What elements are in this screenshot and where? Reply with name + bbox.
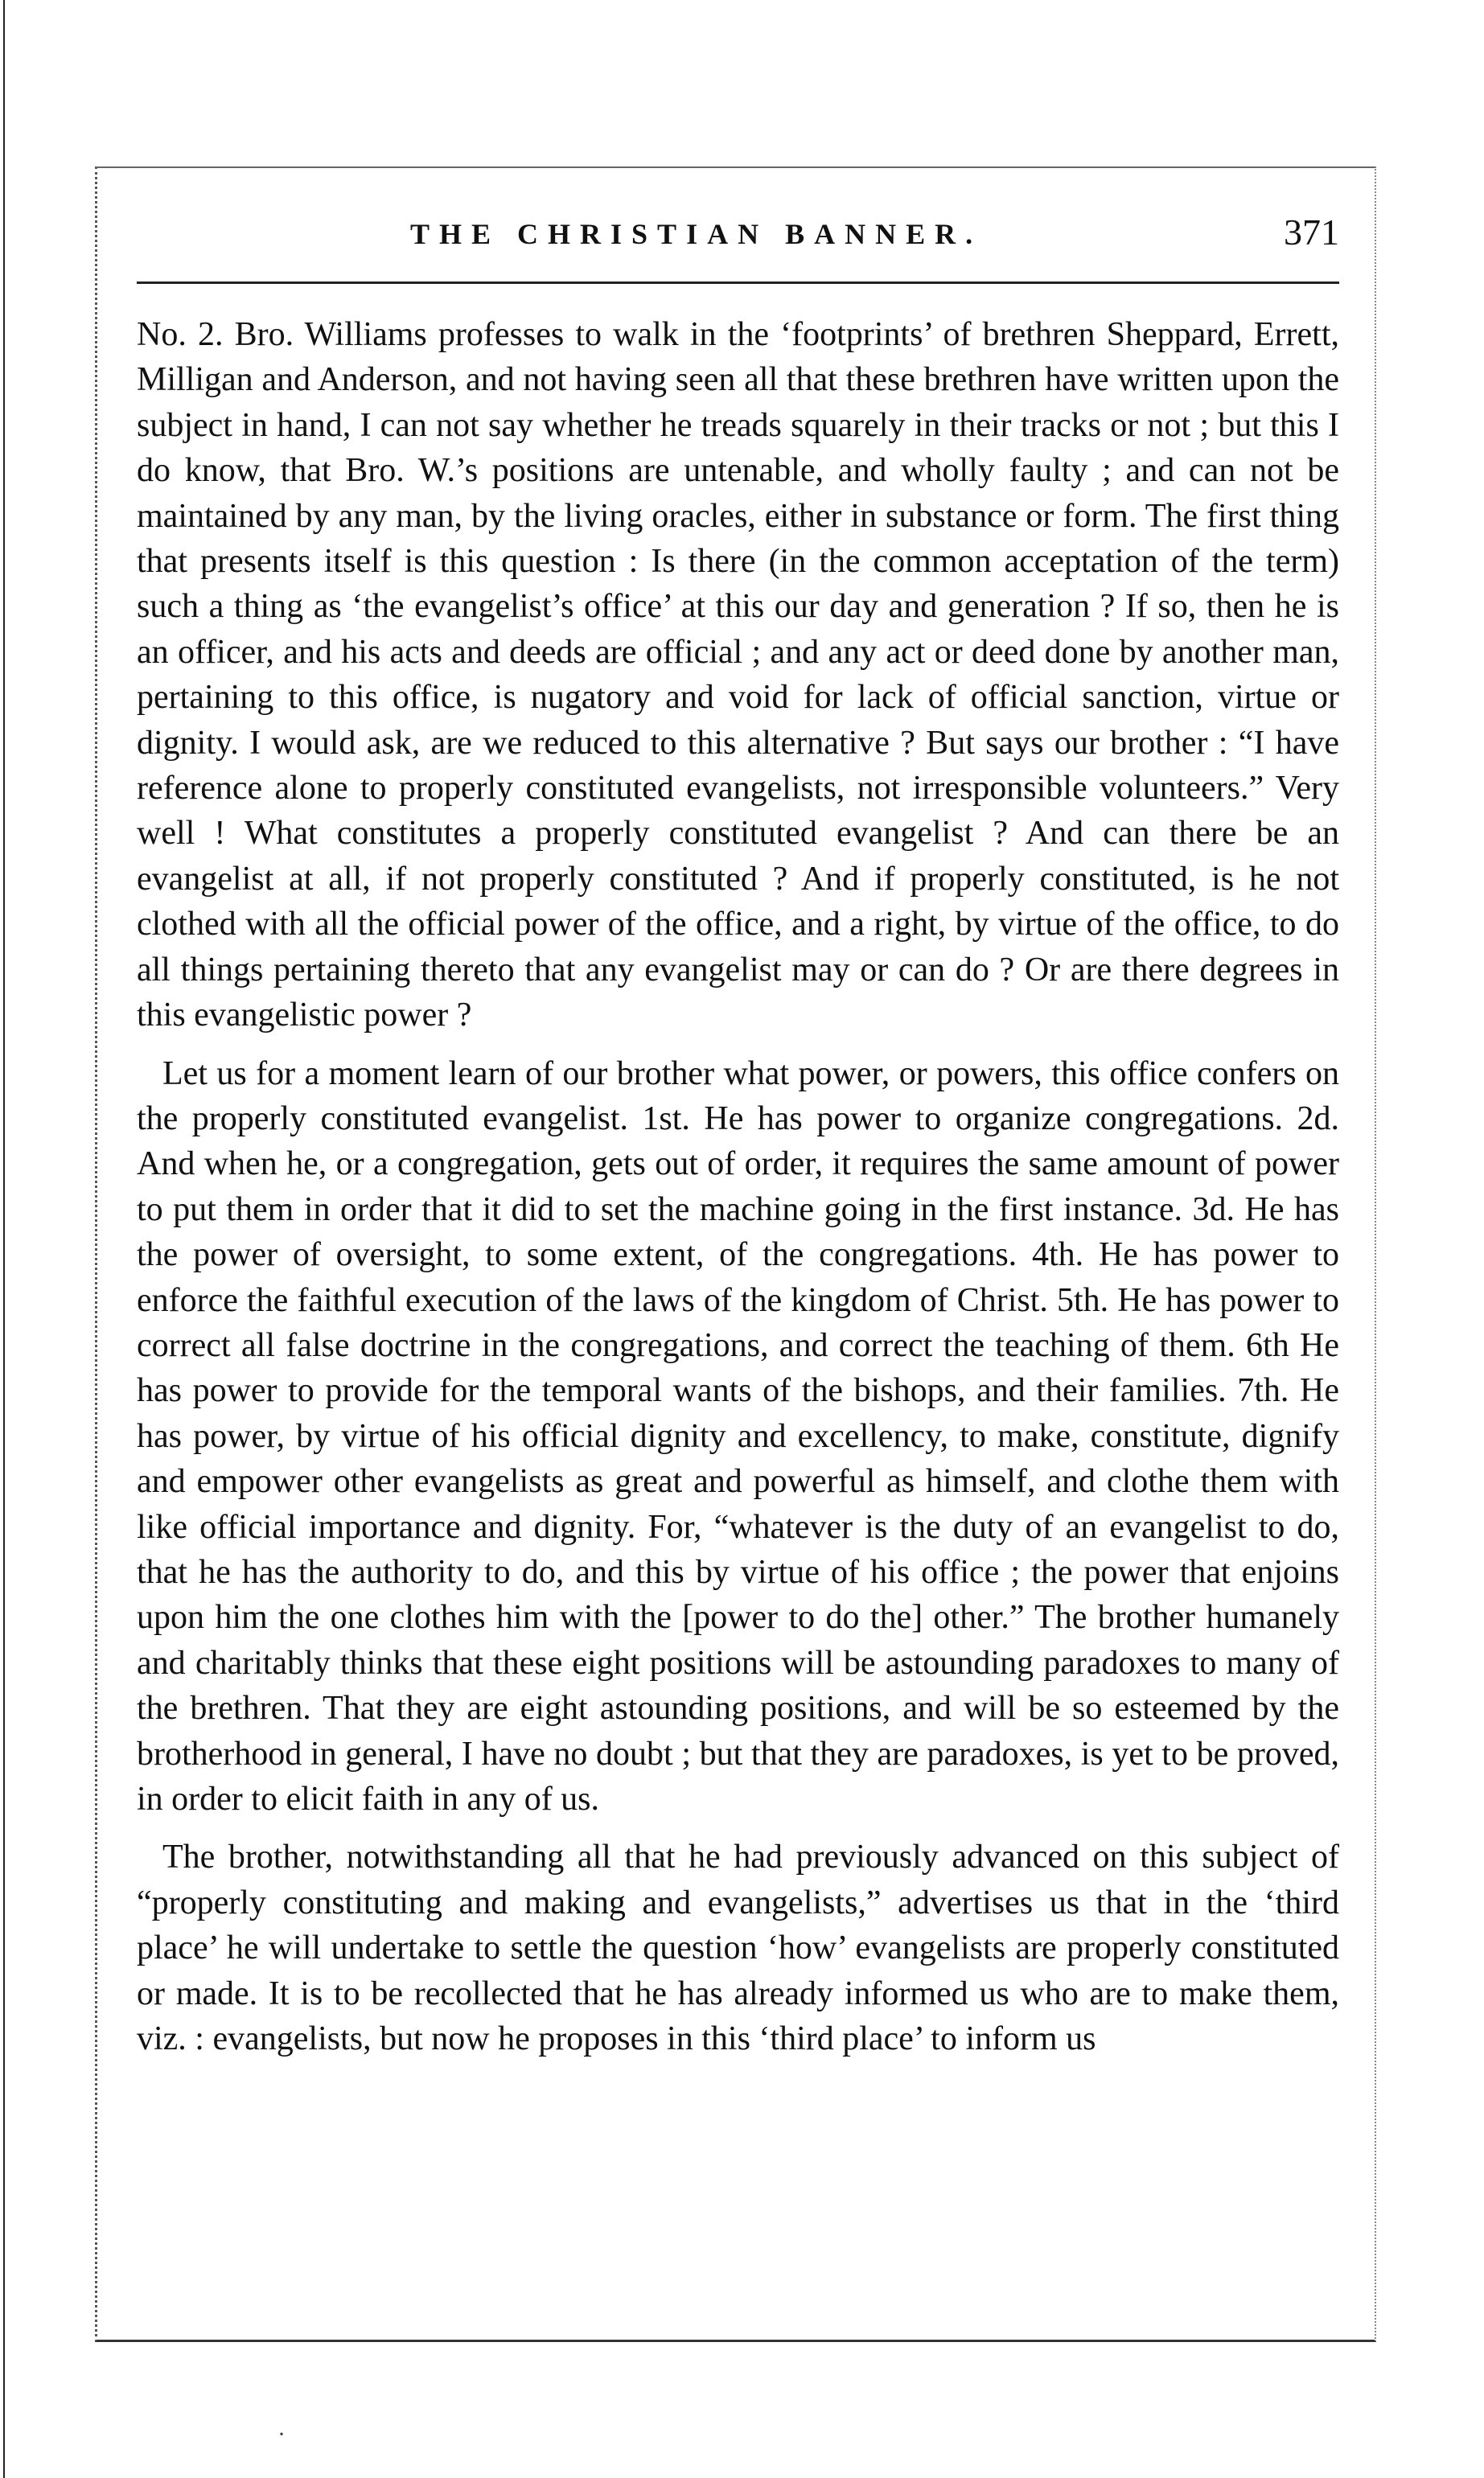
header-rule xyxy=(137,281,1339,284)
binding-edge xyxy=(3,0,5,2478)
page-header xyxy=(137,211,1339,267)
paragraph: No. 2. Bro. Williams professes to walk in the ‘footprints’ of brethren Sheppard, Errett, Milligan and Anderson, and not having seen all that these brethren have written upon the subject in hand, I can not say whether he treads squarely in their tracks or not ; but this I do know, that Bro. W.’s positions are untenable, and wholly faulty ; and can not be maintained by any man, by the living oracles, either in substance or form. The first thing that presents itself is this question : Is there (in the common acceptation of the term) such a thing as ‘the evangelist’s office’ at this our day and generation ? If so, then he is an officer, and his acts and deeds are official ; and any act or deed done by another man, pertaining to this office, is nugatory and void for lack of official sanction, virtue or dignity. I would ask, are we reduced to this alternative ? But says our brother : “I have reference alone to properly constituted evangelists, not irresponsible volunteers.” Very well ! What constitutes a properly constituted evangelist ? And can there be an evangelist at all, if not properly constituted ? And if properly constituted, is he not clothed with all the official power of the office, and a right, by virtue of the office, to do all things pertaining thereto that any evangelist may or can do ? Or are there degrees in this evangelistic power ? xyxy=(137,316,1339,1034)
running-head: THE CHRISTIAN BANNER. xyxy=(410,218,983,250)
paragraph: The brother, notwithstanding all that he had previously advanced on this subject of “properly constituting and making and evangelists,” advertises us that in the ‘third place’ he will undertake to settle the question ‘how’ evangelists are properly constituted or made. It is to be recollected that he has already informed us who are to make them, viz. : evangelists, but now he proposes in this ‘third place’ to inform us xyxy=(137,1839,1339,2058)
paragraph: Let us for a moment learn of our brother what power, or powers, this office confers on the properly constituted evangelist. 1st. He has power to organize congregations. 2d. And when he, or a congregation, gets out of order, it requires the same amount of power to put them in order that it did to set the machine going in the first instance. 3d. He has the power of oversight, to some extent, of the congregations. 4th. He has power to enforce the faithful execution of the laws of the kingdom of Christ. 5th. He has power to correct all false doctrine in the congregations, and correct the teaching of them. 6th He has power to provide for the temporal wants of the bishops, and their families. 7th. He has power, by virtue of his official dignity and excellency, to make, constitute, dignify and empower other evangelists as great and powerful as himself, and clothe them with like official importance and dignity. For, “whatever is the duty of an evangelist to do, that he has the authority to do, and this by virtue of his office ; the power that enjoins upon him the one clothes him with the [power to do the] other.” The brother humanely and charitably thinks that these eight positions will be astounding paradoxes to many of the brethren. That they are eight astounding positions, and will be so esteemed by the brotherhood in general, I have no doubt ; but that they are paradoxes, is yet to be proved, in order to elicit faith in any of us. xyxy=(137,1054,1339,1818)
body-text xyxy=(137,312,1339,2074)
page-number: 371 xyxy=(1284,212,1339,253)
bottom-mark: · xyxy=(277,2421,286,2447)
